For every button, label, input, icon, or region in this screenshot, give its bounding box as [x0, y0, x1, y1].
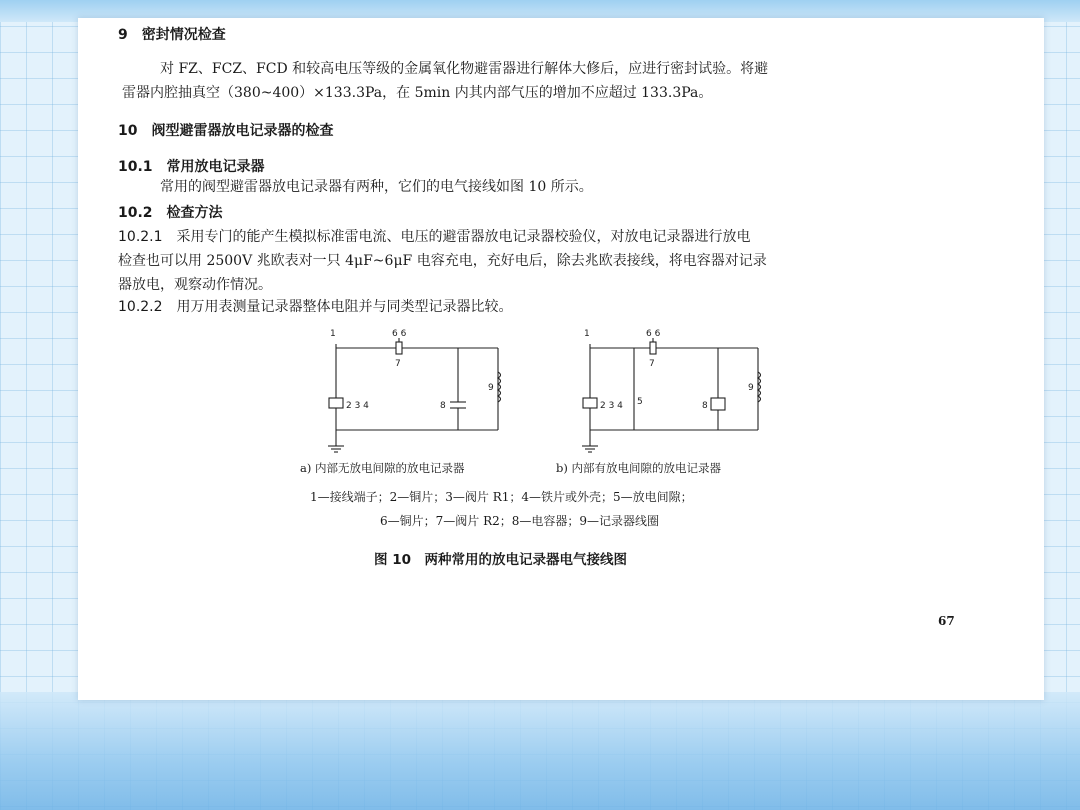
- label-b-gap: 5: [637, 397, 643, 407]
- figure-caption-b: b) 内部有放电间隙的放电记录器: [556, 461, 722, 475]
- section-10-2-1-line3: 器放电，观察动作情况。: [118, 277, 272, 293]
- label-a-top-resistor: 6 6: [392, 329, 407, 339]
- label-b-left-element: 2 3 4: [600, 401, 623, 411]
- figure-caption-a: a) 内部无放电间隙的放电记录器: [300, 461, 465, 475]
- section-10-2-heading: [118, 204, 223, 222]
- section-9-number: 9: [118, 27, 128, 43]
- section-10-2-2-text: 用万用表测量记录器整体电阻并与同类型记录器比较。: [176, 299, 513, 315]
- label-a-r2: 7: [395, 359, 401, 369]
- section-10-1-number: 10.1: [118, 159, 153, 175]
- circuit-diagram-figure: [298, 322, 818, 460]
- section-10-2-2-line: [118, 298, 513, 316]
- section-10-2-1-line1: [118, 228, 751, 246]
- section-10-2-1-text1: 采用专门的能产生模拟标准雷电流、电压的避雷器放电记录器校验仪，对放电记录器进行放电: [176, 229, 751, 245]
- section-10-1-title: 常用放电记录器: [166, 159, 265, 175]
- section-9-paragraph-line2: 雷器内腔抽真空（380~400）×133.3Pa，在 5min 内其内部气压的增加不应超过 133.3Pa。: [122, 85, 713, 101]
- section-10-2-2-number: 10.2.2: [118, 299, 163, 315]
- label-b-coil: 9: [748, 383, 754, 393]
- section-10-2-title: 检查方法: [166, 205, 223, 221]
- circuit-a: [328, 338, 501, 452]
- section-9-paragraph-line1: 对 FZ、FCZ、FCD 和较高电压等级的金属氧化物避雷器进行解体大修后，应进行密封试验。将避: [160, 61, 769, 77]
- figure-legend-line2: 6—铜片；7—阀片 R2；8—电容器；9—记录器线圈: [380, 514, 660, 528]
- slide-bottom-band: [0, 692, 1080, 810]
- section-10-heading: [118, 122, 333, 140]
- label-a-capacitor: 8: [440, 401, 446, 411]
- label-b-capacitor: 8: [702, 401, 708, 411]
- figure-legend-line1: 1—接线端子；2—铜片；3—阀片 R1；4—铁片或外壳；5—放电间隙；: [310, 490, 693, 504]
- section-10-number: 10: [118, 123, 138, 139]
- section-10-1-heading: [118, 158, 265, 176]
- section-10-2-number: 10.2: [118, 205, 153, 221]
- section-9-heading: [118, 26, 226, 44]
- section-10-2-1-number: 10.2.1: [118, 229, 163, 245]
- section-10-1-text: 常用的阀型避雷器放电记录器有两种，它们的电气接线如图 10 所示。: [160, 179, 593, 195]
- section-10-title: 阀型避雷器放电记录器的检查: [151, 123, 334, 139]
- figure-title: 图 10 两种常用的放电记录器电气接线图: [374, 552, 627, 568]
- label-a-coil: 9: [488, 383, 494, 393]
- label-b-r2: 7: [649, 359, 655, 369]
- document-page: [78, 18, 1044, 700]
- circuit-b: [582, 338, 761, 452]
- section-10-2-1-line2: 检查也可以用 2500V 兆欧表对一只 4μF~6μF 电容充电，充好电后，除去兆欧表接线，将电容器对记录: [118, 253, 767, 269]
- label-a-left-element: 2 3 4: [346, 401, 369, 411]
- section-9-title: 密封情况检查: [141, 27, 226, 43]
- label-a-terminal: 1: [330, 329, 336, 339]
- label-b-top-resistor: 6 6: [646, 329, 661, 339]
- page-number: 67: [938, 614, 955, 628]
- label-b-terminal: 1: [584, 329, 590, 339]
